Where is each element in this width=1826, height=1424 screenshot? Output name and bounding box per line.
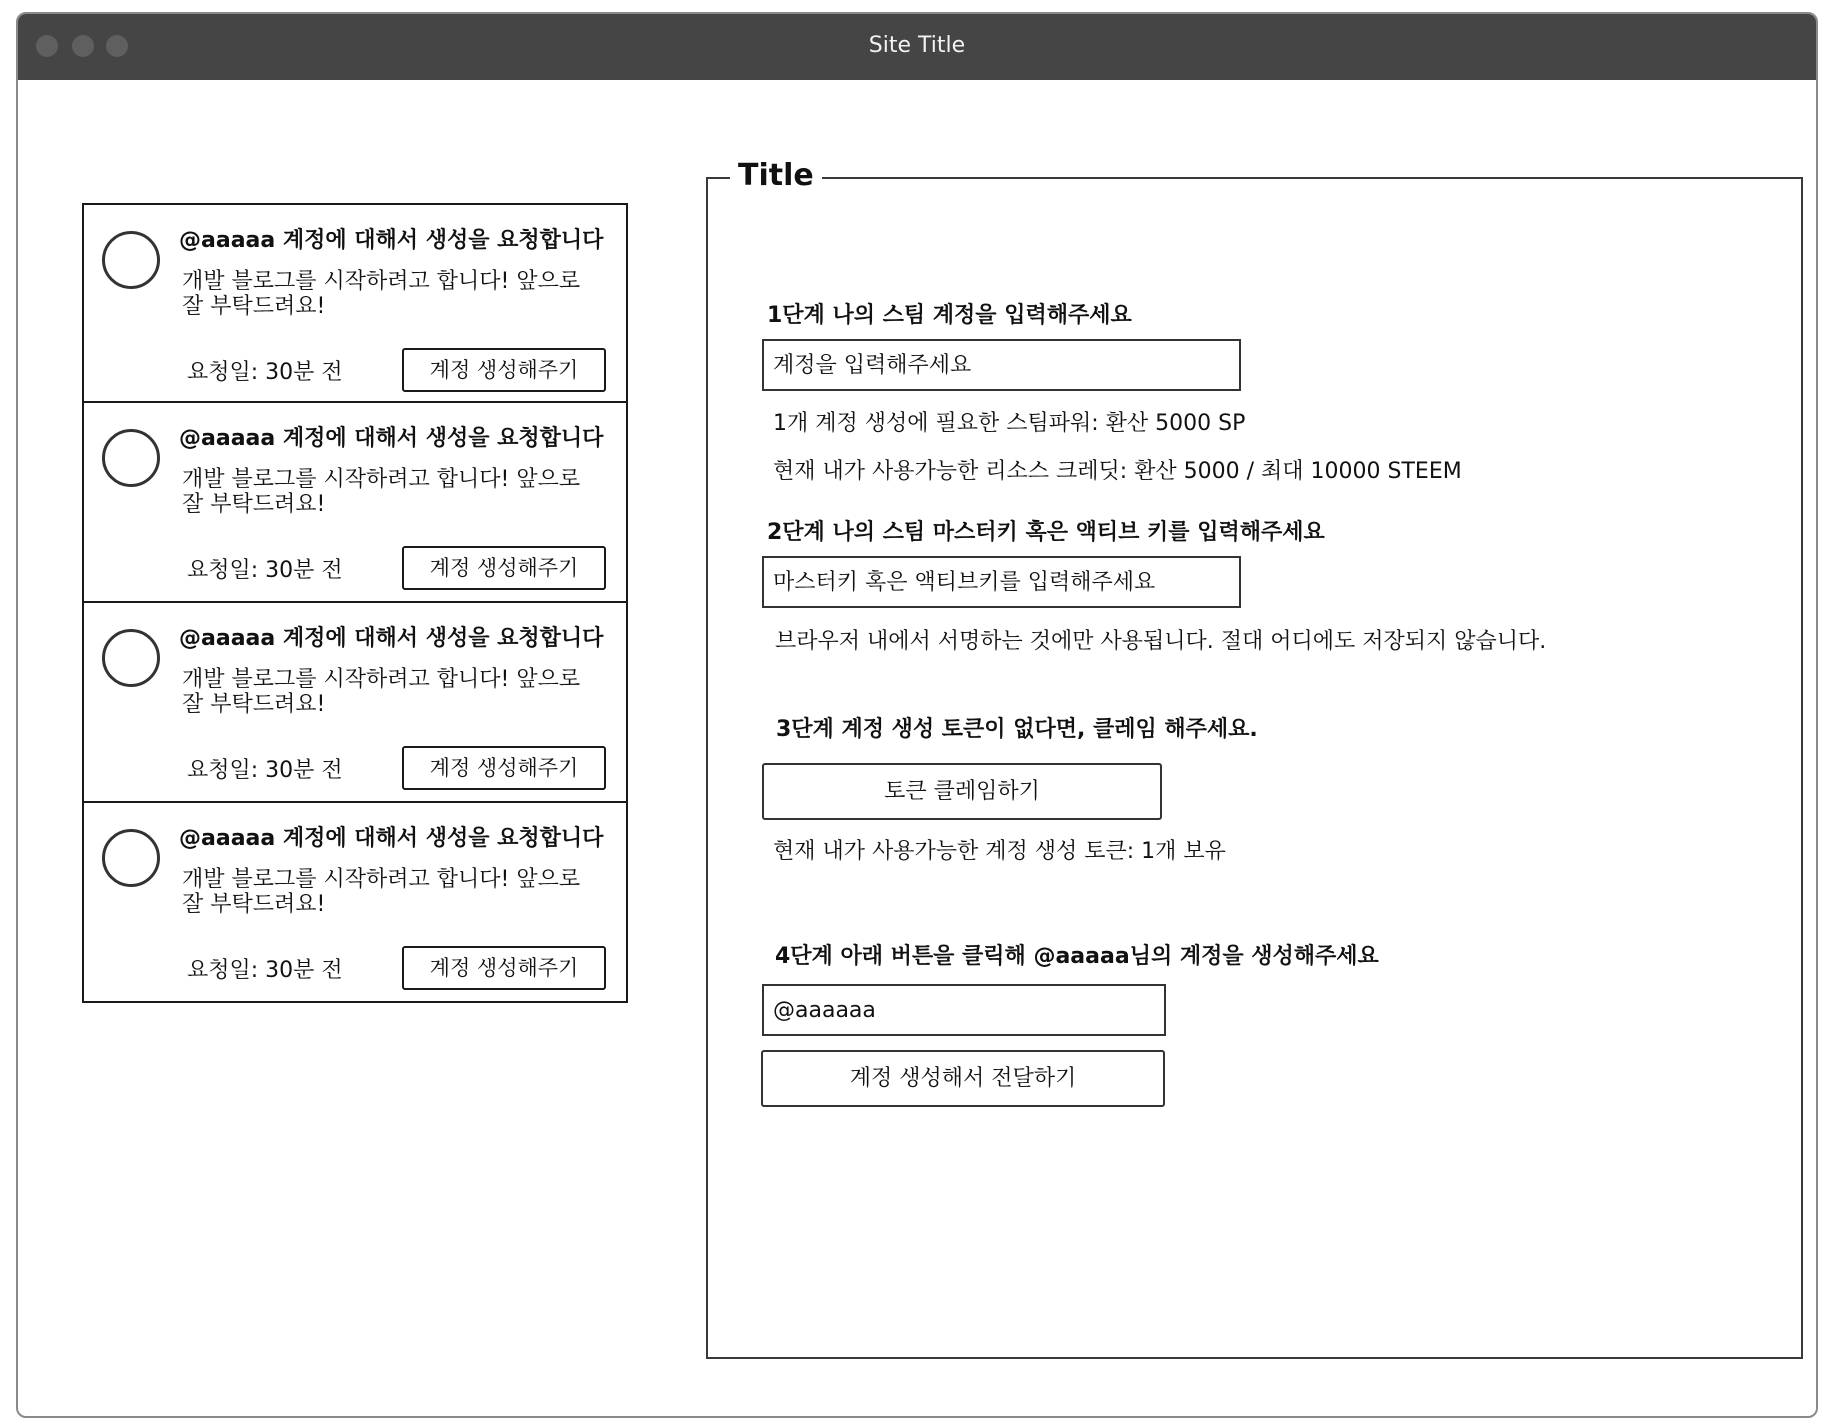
request-card (82, 603, 628, 803)
window-titlebar (18, 14, 1816, 80)
create-account-button[interactable]: 계정 생성해주기 (402, 746, 606, 790)
resource-credit-info: 현재 내가 사용가능한 리소스 크레딧: 환산 5000 / 최대 10000 STEEM (773, 459, 1462, 484)
site-title: Site Title (868, 33, 966, 58)
required-sp-info: 1개 계정 생성에 필요한 스팀파워: 환산 5000 SP (773, 411, 1246, 436)
request-title: @aaaaa 계정에 대해서 생성을 요청합니다 (179, 626, 604, 651)
create-account-button[interactable]: 계정 생성해주기 (402, 546, 606, 590)
request-date: 요청일: 30분 전 (187, 958, 343, 983)
panel-title: Title (730, 158, 822, 193)
request-date: 요청일: 30분 전 (187, 758, 343, 783)
request-card (82, 403, 628, 603)
request-message: 개발 블로그를 시작하려고 합니다! 앞으로 잘 부탁드려요! (182, 667, 581, 717)
request-date: 요청일: 30분 전 (187, 360, 343, 385)
request-title: @aaaaa 계정에 대해서 생성을 요청합니다 (179, 228, 604, 253)
key-security-notice: 브라우저 내에서 서명하는 것에만 사용됩니다. 절대 어디에도 저장되지 않습니다. (775, 629, 1547, 654)
request-title: @aaaaa 계정에 대해서 생성을 요청합니다 (179, 426, 604, 451)
step1-label: 1단계 나의 스팀 계정을 입력해주세요 (767, 303, 1132, 328)
request-card (82, 803, 628, 1003)
create-account-button[interactable]: 계정 생성해주기 (402, 946, 606, 990)
avatar (102, 231, 160, 289)
account-token-info: 현재 내가 사용가능한 계정 생성 토큰: 1개 보유 (773, 839, 1226, 864)
request-list (82, 203, 628, 1003)
create-and-send-button[interactable]: 계정 생성해서 전달하기 (761, 1050, 1165, 1107)
request-card (82, 203, 628, 403)
target-account-field[interactable] (762, 984, 1166, 1036)
request-date: 요청일: 30분 전 (187, 558, 343, 583)
avatar (102, 429, 160, 487)
private-key-input[interactable] (762, 556, 1241, 608)
request-message: 개발 블로그를 시작하려고 합니다! 앞으로 잘 부탁드려요! (182, 269, 581, 319)
claim-token-button[interactable]: 토큰 클레임하기 (762, 763, 1162, 820)
step4-label: 4단계 아래 버튼을 클릭해 @aaaaa님의 계정을 생성해주세요 (775, 944, 1379, 969)
step3-label: 3단계 계정 생성 토큰이 없다면, 클레임 해주세요. (776, 717, 1258, 742)
step2-label: 2단계 나의 스팀 마스터키 혹은 액티브 키를 입력해주세요 (767, 520, 1325, 545)
create-account-button[interactable]: 계정 생성해주기 (402, 348, 606, 392)
request-message: 개발 블로그를 시작하려고 합니다! 앞으로 잘 부탁드려요! (182, 867, 581, 917)
steem-account-input[interactable] (762, 339, 1241, 391)
request-title: @aaaaa 계정에 대해서 생성을 요청합니다 (179, 826, 604, 851)
avatar (102, 829, 160, 887)
request-message: 개발 블로그를 시작하려고 합니다! 앞으로 잘 부탁드려요! (182, 467, 581, 517)
avatar (102, 629, 160, 687)
